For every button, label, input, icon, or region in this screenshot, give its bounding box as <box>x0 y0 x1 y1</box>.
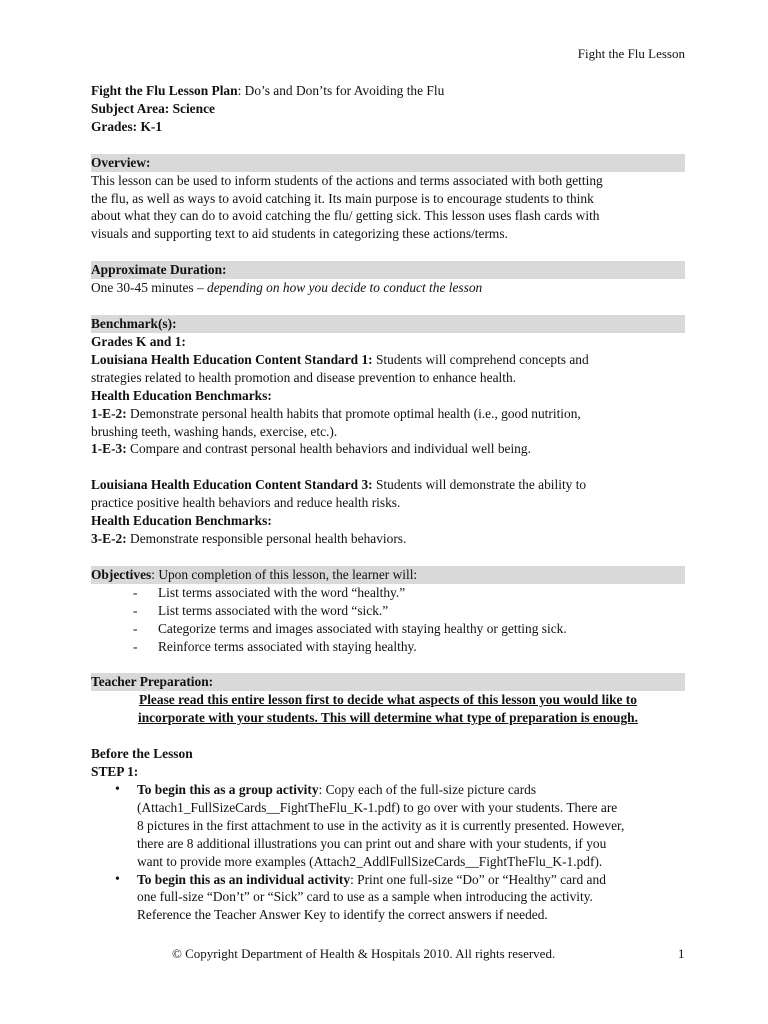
group-activity-text: (Attach1_FullSizeCards__FightTheFlu_K-1.pdf) to go over with your students. There are <box>137 799 618 815</box>
step-1-list <box>91 781 685 924</box>
benchmark-1e2 <box>91 405 685 423</box>
benchmark-3e2-text: Demonstrate responsible personal health behaviors. <box>126 531 407 547</box>
individual-activity-text: : Print one full-size “Do” or “Healthy” card and <box>350 871 606 887</box>
objective-item: - Categorize terms and images associated with staying healthy or getting sick. <box>133 620 685 638</box>
objectives-intro: : Upon completion of this lesson, the learner will: <box>151 566 418 582</box>
benchmark-grades: Grades K and 1: <box>91 333 186 349</box>
overview-heading: Overview: <box>91 154 685 172</box>
objective-item: - List terms associated with the word “healthy.” <box>133 584 685 602</box>
standard-3-cont: practice positive health behaviors and reduce health risks. <box>91 495 401 511</box>
group-activity-text: there are 8 additional illustrations you can print out and share with your students, if you <box>137 835 607 851</box>
standard-1-text: Students will comprehend concepts and <box>372 351 589 367</box>
group-activity-label: To begin this as a group activity <box>137 782 319 797</box>
standard-1-label: Louisiana Health Education Content Standard 1: <box>91 351 373 367</box>
benchmark-1e3 <box>91 440 685 458</box>
lesson-title <box>91 82 685 100</box>
group-activity-text: want to provide more examples (Attach2_AddlFullSizeCards__FightTheFlu_K-1.pdf). <box>137 853 603 869</box>
benchmarks-subheading-2: Health Education Benchmarks: <box>91 513 272 529</box>
objectives-label: Objectives <box>91 566 152 582</box>
step-1-heading: STEP 1: <box>91 764 139 780</box>
standard-1-cont: strategies related to health promotion and disease prevention to enhance health. <box>91 369 517 385</box>
duration-value: One 30-45 minutes – <box>91 280 208 296</box>
duration-note: depending on how you decide to conduct the lesson <box>207 280 483 296</box>
group-activity-text: : Copy each of the full-size picture cards <box>318 782 537 797</box>
group-activity-text: 8 pictures in the first attachment to use in the activity as it is currently presented. However, <box>137 817 625 833</box>
teacher-prep-heading: Teacher Preparation: <box>91 673 685 691</box>
lesson-title-rest: : Do’s and Don’ts for Avoiding the Flu <box>237 83 445 98</box>
benchmark-3e2 <box>91 530 685 548</box>
individual-activity-label: To begin this as an individual activity <box>137 871 351 887</box>
standard-3-text: Students will demonstrate the ability to <box>372 477 587 493</box>
standard-3-label: Louisiana Health Education Content Standard 3: <box>91 477 373 493</box>
individual-activity-item <box>113 871 685 925</box>
benchmark-1e2-cont: brushing teeth, washing hands, exercise, etc.). <box>91 423 338 439</box>
standard-3 <box>91 476 685 494</box>
overview-line: about what they can do to avoid catching the flu/ getting sick. This lesson uses flash cards with <box>91 208 600 224</box>
running-header: Fight the Flu Lesson <box>577 46 685 61</box>
overview-line: This lesson can be used to inform students of the actions and terms associated with both getting <box>91 172 603 188</box>
benchmark-1e2-label: 1-E-2: <box>91 405 127 421</box>
objective-item: - Reinforce terms associated with staying healthy. <box>133 638 685 656</box>
duration-text <box>91 279 685 297</box>
lesson-content <box>91 82 685 924</box>
teacher-prep-notice: Please read this entire lesson first to decide what aspects of this lesson you would like to <box>139 692 637 708</box>
before-lesson-heading: Before the Lesson <box>91 746 193 762</box>
overview-line: the flu, as well as ways to avoid catching it. Its main purpose is to encourage students to think <box>91 190 594 206</box>
standard-1 <box>91 351 685 369</box>
individual-activity-text: Reference the Teacher Answer Key to identify the correct answers if needed. <box>137 907 548 923</box>
benchmark-1e3-label: 1-E-3: <box>91 441 127 457</box>
page-number: 1 <box>678 946 685 961</box>
benchmark-1e2-text: Demonstrate personal health habits that promote optimal health (i.e., good nutrition, <box>126 405 581 421</box>
overview-line: visuals and supporting text to aid students in categorizing these actions/terms. <box>91 226 508 242</box>
duration-heading: Approximate Duration: <box>91 261 685 279</box>
objectives-list <box>91 584 685 656</box>
benchmark-3e2-label: 3-E-2: <box>91 531 127 547</box>
teacher-prep-notice-cont: incorporate with your students. This will determine what type of preparation is enough. <box>138 710 638 726</box>
benchmarks-subheading: Health Education Benchmarks: <box>91 387 272 403</box>
subject-area: Subject Area: Science <box>91 100 215 116</box>
individual-activity-text: one full-size “Don’t” or “Sick” card to use as a sample when introducing the activity. <box>137 889 593 905</box>
grades: Grades: K-1 <box>91 118 163 134</box>
benchmark-1e3-text: Compare and contrast personal health behaviors and individual well being. <box>126 441 531 457</box>
objectives-heading <box>91 566 685 584</box>
objective-item: - List terms associated with the word “sick.” <box>133 602 685 620</box>
lesson-title-label: Fight the Flu Lesson Plan <box>91 83 238 98</box>
copyright-notice: © Copyright Department of Health & Hospitals 2010. All rights reserved. <box>172 946 556 961</box>
group-activity-item <box>113 781 685 871</box>
benchmarks-heading: Benchmark(s): <box>91 315 685 333</box>
